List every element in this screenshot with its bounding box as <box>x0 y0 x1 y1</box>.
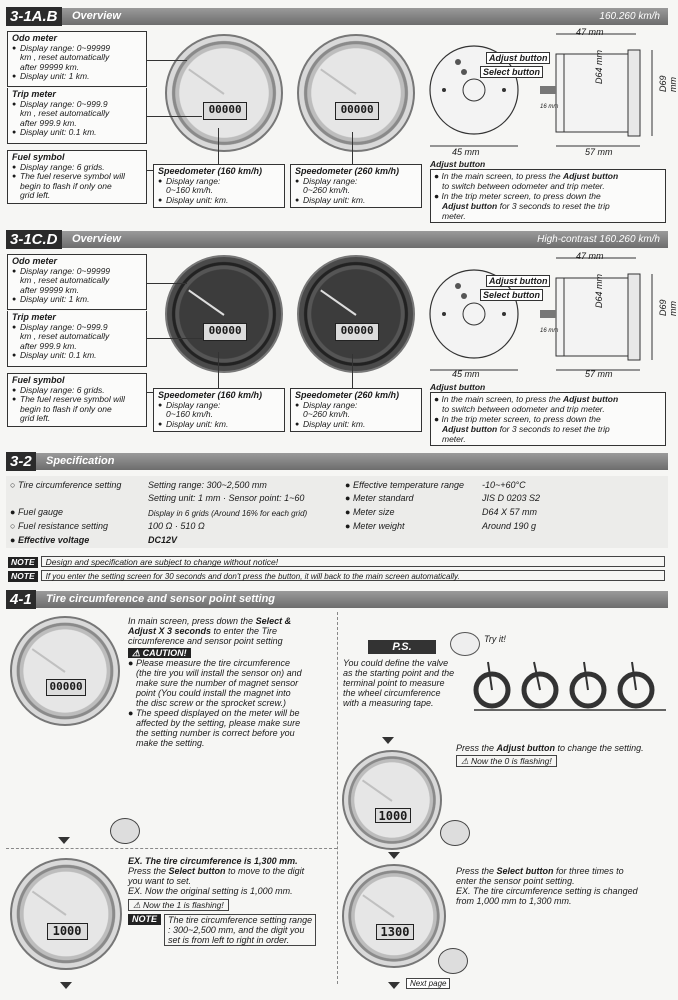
adjust-note-text: Adjust button <box>442 424 498 434</box>
trip-meter-box <box>7 88 147 144</box>
column-divider <box>337 612 338 984</box>
leader-line <box>147 338 202 339</box>
trip-line: ● Display range: 0~999.9 <box>12 323 142 333</box>
step1-text: In main screen, press down the <box>128 616 256 626</box>
fuel-line: ● The fuel reserve symbol will <box>12 395 142 405</box>
caution-text: Please measure the tire circumference <box>135 658 291 668</box>
spec-fuelg-value: Display in 6 grids (Around 16% for each grid) <box>148 509 308 518</box>
spec-volt-label: ● Effective voltage <box>10 535 90 545</box>
section-title: Specification <box>46 455 115 467</box>
step1-text: circumference and sensor point setting <box>128 636 283 646</box>
trip-title: Trip meter <box>12 89 56 99</box>
speedo-260-box <box>290 164 422 208</box>
fuel-title: Fuel symbol <box>12 152 65 162</box>
caution-tag: ⚠ CAUTION! <box>128 648 191 658</box>
section-subtitle: 160.260 km/h <box>599 11 660 22</box>
leader-line <box>147 60 187 61</box>
section-header-4-1 <box>6 591 668 608</box>
speedo-line: ● Display range: <box>158 177 280 187</box>
trip-line: ● Display unit: 0.1 km. <box>12 351 142 361</box>
adjust-button-note: Adjust button ● In the main screen, to press the Adjust button to switch between odometer and trip meter. ● In the trip meter screen, to press down the Adjust button for 3 seconds to reset the trip meter. <box>430 159 666 223</box>
step4-text: Select button <box>496 866 554 876</box>
gauge-needle <box>362 894 394 917</box>
section-subtitle: High-contrast 160.260 km/h <box>537 234 660 245</box>
step2-text: Adjust button <box>496 743 556 753</box>
gauge-lcd: 1300 <box>376 924 414 940</box>
adjust-note-text: Adjust button <box>562 171 619 181</box>
pressing-hand-icon <box>440 820 470 846</box>
spec-fuelr-value: 100 Ω · 510 Ω <box>148 521 205 531</box>
spec-text: Tire circumference setting <box>17 480 122 490</box>
fuel-line: ● Display range: 6 grids. <box>12 386 142 396</box>
spec-temp-label: ● Effective temperature range <box>345 480 464 490</box>
speedo-line: 0~260 km/h. <box>303 409 351 419</box>
adjust-note-text: for 3 seconds to reset the trip <box>497 201 610 211</box>
adjust-note-text: for 3 seconds to reset the trip <box>497 424 610 434</box>
odo-line: after 99999 km. <box>20 61 80 72</box>
gauge-needle <box>320 68 357 94</box>
spec-text: Effective temperature range <box>352 480 464 490</box>
gauge-needle <box>188 289 225 315</box>
trip-title: Trip meter <box>12 312 56 322</box>
try-it-bubble: Try it! <box>484 634 506 644</box>
spec-weight-value: Around 190 g <box>482 521 537 531</box>
pressing-hand-icon <box>438 948 468 974</box>
note-text: Design and specification are subject to change without notice! <box>41 556 665 567</box>
odo-line: km , reset automatically <box>20 275 110 285</box>
fuel-symbol-box <box>7 373 147 427</box>
adjust-note-text: Adjust button <box>442 201 498 211</box>
leader-line <box>218 352 219 388</box>
speedometer-160-dark-gauge <box>165 255 283 373</box>
step1-text: Adjust X 3 seconds <box>128 626 212 636</box>
caution-text: make sure the number of magnet sensor <box>136 678 299 688</box>
select-button-label: Select button <box>480 289 543 301</box>
ps-line: You could define the valve <box>343 658 449 668</box>
caution-text: the disc screw or the sprocket screw.) <box>136 698 287 708</box>
adjust-button-note: Adjust button ● In the main screen, to press the Adjust button to switch between odometer and trip meter. ● In the trip meter screen, to press down the Adjust button for 3 seconds to reset the trip meter. <box>430 382 666 446</box>
dim-16: 16 mm <box>540 328 559 334</box>
arrow-down-icon <box>60 982 72 989</box>
arrow-down-icon <box>388 852 400 859</box>
dim-d64: D64 mm <box>594 273 604 308</box>
step3-instructions <box>128 856 333 946</box>
spec-size-label: ● Meter size <box>345 507 395 517</box>
ps-text <box>343 658 463 708</box>
adjust-button-label: Adjust button <box>486 275 550 287</box>
step1-text: to enter the Tire <box>211 626 277 636</box>
step1-text: Select & <box>255 616 292 626</box>
caution-text: The speed displayed on the meter will be <box>135 708 300 718</box>
step2-gauge <box>342 750 442 850</box>
fuel-line: begin to flash if only one <box>20 403 112 414</box>
section-number: 4-1 <box>6 590 36 609</box>
spec-fuelg-label: ● Fuel gauge <box>10 507 63 517</box>
leader-line <box>352 354 353 388</box>
step3-text: Select button <box>168 866 226 876</box>
gauge-lcd: 1000 <box>47 923 88 940</box>
gauge-needle <box>362 779 393 802</box>
step2-text: to change the setting. <box>555 743 644 753</box>
section-number: 3-1A.B <box>6 7 62 26</box>
trip-line: after 999.9 km. <box>20 340 77 351</box>
step1-gauge <box>10 616 120 726</box>
meter-dimension-diagram <box>428 250 668 382</box>
gauge-needle <box>320 289 357 315</box>
gauge-lcd: 00000 <box>46 679 86 696</box>
speedo-line: ● Display range: <box>295 177 417 187</box>
arrow-down-icon <box>388 982 400 989</box>
caution-text: (the tire you will install the sensor on) and <box>136 668 302 678</box>
odo-line: ● Display range: 0~99999 <box>12 267 142 277</box>
note-row-1 <box>8 556 668 567</box>
dim-57: 57 mm <box>585 147 613 157</box>
spec-text: Meter standard <box>352 493 414 503</box>
step4-text: EX. The tire circumference setting is changed <box>456 886 638 896</box>
caution-text: point (You could install the magnet into <box>136 688 291 698</box>
ps-line: the wheel circumference <box>343 688 441 698</box>
spec-text: Meter size <box>352 507 395 517</box>
section-number: 3-1C.D <box>6 230 62 249</box>
speedo-line: ● Display unit: km. <box>295 196 417 206</box>
note-row-2 <box>8 570 668 581</box>
select-button-label: Select button <box>480 66 543 78</box>
spec-text: Meter weight <box>352 521 405 531</box>
dim-45: 45 mm <box>452 147 480 157</box>
gauge-lcd: 00000 <box>203 323 246 341</box>
fuel-line: ● The fuel reserve symbol will <box>12 172 142 182</box>
spec-temp-value: -10~+60°C <box>482 480 526 490</box>
fuel-line: begin to flash if only one <box>20 180 112 191</box>
step4-gauge <box>342 864 446 968</box>
warning-row: ⚠ Now the 1 is flashing! <box>128 899 229 911</box>
step4-text: for three times to <box>553 866 624 876</box>
gauge-lcd: 00000 <box>335 323 378 341</box>
step2-text: Press the <box>456 743 497 753</box>
speedo-line: ● Display unit: km. <box>295 420 417 430</box>
step3-note <box>128 914 333 946</box>
dim-45: 45 mm <box>452 369 480 379</box>
dim-d69: D69 mm <box>658 75 678 92</box>
gauge-needle <box>188 68 225 94</box>
trip-line: after 999.9 km. <box>20 117 77 128</box>
adjust-note-text: meter. <box>442 211 466 221</box>
speedo-line: 0~260 km/h. <box>303 185 351 195</box>
spec-text: Fuel gauge <box>17 507 63 517</box>
ps-tag: P.S. <box>368 640 436 654</box>
fuel-line: grid left. <box>20 413 51 423</box>
ps-line: as the starting point and the <box>343 668 455 678</box>
speedometer-160-gauge <box>165 34 283 152</box>
section-title: Tire circumference and sensor point setting <box>46 593 276 605</box>
adjust-note-text: In the trip meter screen, to press down the <box>441 414 601 424</box>
odo-line: after 99999 km. <box>20 284 80 295</box>
trip-line: km , reset automatically <box>20 108 110 118</box>
caution-tag-text: CAUTION! <box>142 648 187 658</box>
spec-volt-value: DC12V <box>148 535 178 545</box>
speedo-260-title: Speedometer (260 km/h) <box>295 166 400 176</box>
speedo-160-box <box>153 388 285 432</box>
speedometer-260-gauge <box>297 34 415 152</box>
leader-line <box>147 116 202 117</box>
dim-d64: D64 mm <box>594 49 604 84</box>
step3-text: to move to the digit <box>225 866 305 876</box>
caution-text: the setting number is correct before you <box>136 728 295 738</box>
trip-line: km , reset automatically <box>20 331 110 341</box>
arrow-down-icon <box>382 737 394 744</box>
fuel-line: grid left. <box>20 190 51 200</box>
odo-title: Odo meter <box>12 256 58 266</box>
next-page-label[interactable]: Next page <box>406 978 450 989</box>
dim-47: 47 mm <box>576 27 604 37</box>
adjust-note-text: In the main screen, to press the <box>441 171 563 181</box>
adjust-note-text: to switch between odometer and trip meter. <box>442 404 605 414</box>
step4-text: enter the sensor point setting. <box>456 876 575 886</box>
caution-text: make the setting. <box>136 738 205 748</box>
step2-instructions <box>456 743 666 767</box>
odo-title: Odo meter <box>12 33 58 43</box>
spec-size-value: D64 X 57 mm <box>482 507 538 517</box>
leader-line <box>147 283 187 284</box>
fuel-symbol-box <box>7 150 147 204</box>
step2-warning: Now the 0 is flashing! <box>470 756 552 766</box>
section-title: Overview <box>72 233 121 245</box>
note-text: If you enter the setting screen for 30 seconds and don't press the button, it will back to the main screen automatically. <box>41 570 665 581</box>
trip-meter-box <box>7 311 147 367</box>
speedo-line: ● Display unit: km. <box>158 196 280 206</box>
spec-text: Effective voltage <box>17 535 90 545</box>
leader-line <box>352 132 353 164</box>
spec-std-label: ● Meter standard <box>345 493 414 503</box>
dim-16: 16 mm <box>540 104 559 110</box>
fuel-line: ● Display range: 6 grids. <box>12 163 142 173</box>
step3-note-text: : 300~2,500 mm, and the digit you <box>168 925 305 935</box>
dim-47: 47 mm <box>576 251 604 261</box>
step3-text: Press the <box>128 866 169 876</box>
adjust-note-title: Adjust button <box>430 382 486 392</box>
adjust-note-text: meter. <box>442 434 466 444</box>
note-tag: NOTE <box>8 571 38 582</box>
speedo-line: ● Display range: <box>295 401 417 411</box>
gauge-lcd: 00000 <box>335 102 378 120</box>
section-header-3-1ab <box>6 8 668 25</box>
wheel-measure-diagram <box>470 660 668 720</box>
pressing-hand-icon <box>110 818 140 844</box>
odo-line: km , reset automatically <box>20 52 110 62</box>
dim-d69: D69 mm <box>658 299 678 316</box>
spec-weight-label: ● Meter weight <box>345 521 405 531</box>
step4-instructions <box>456 866 666 906</box>
speedo-260-box <box>290 388 422 432</box>
adjust-button-label: Adjust button <box>486 52 550 64</box>
speedo-160-box <box>153 164 285 208</box>
speedo-line: ● Display range: <box>158 401 280 411</box>
section-header-3-2 <box>6 453 668 470</box>
note-tag: NOTE <box>128 914 161 925</box>
speedo-160-title: Speedometer (160 km/h) <box>158 390 263 400</box>
speedo-line: 0~160 km/h. <box>166 409 214 419</box>
odo-meter-box <box>7 31 147 87</box>
adjust-note-title: Adjust button <box>430 159 486 169</box>
mascot-icon <box>450 632 480 656</box>
trip-line: ● Display unit: 0.1 km. <box>12 128 142 138</box>
section-title: Overview <box>72 10 121 22</box>
step3-note-text: set is from left to right in order. <box>168 935 290 945</box>
note-tag: NOTE <box>8 557 38 568</box>
caution-block: ⚠ CAUTION! ● Please measure the tire circumference (the tire you will install the sensor on) and make sure the number of magnet sensor point (You could install the magnet into the disc screw or the sprocket screw.) ● The speed displayed on the meter will be affected by the setting, please make sure the setting number is correct before you make the setting. <box>128 648 333 748</box>
gauge-lcd: 00000 <box>203 102 246 120</box>
adjust-note-text: to switch between odometer and trip meter. <box>442 181 605 191</box>
step3-title: EX. The tire circumference is 1,300 mm. <box>128 856 298 866</box>
spec-tire-label: ○ Tire circumference setting <box>10 480 122 490</box>
spec-text: Fuel resistance setting <box>17 521 108 531</box>
speedo-line: 0~160 km/h. <box>166 185 214 195</box>
adjust-note-text: In the main screen, to press the <box>441 394 563 404</box>
speedo-line: ● Display unit: km. <box>158 420 280 430</box>
trip-line: ● Display range: 0~999.9 <box>12 100 142 110</box>
speedo-160-title: Speedometer (160 km/h) <box>158 166 263 176</box>
odo-line: ● Display unit: 1 km. <box>12 295 142 305</box>
speedometer-260-dark-gauge <box>297 255 415 373</box>
step4-text: from 1,000 mm to 1,300 mm. <box>456 896 572 906</box>
adjust-note-text: Adjust button <box>562 394 619 404</box>
step3-note-text: The tire circumference setting range <box>168 915 313 925</box>
spec-tire-unit: Setting unit: 1 mm · Sensor point: 1~60 <box>148 493 305 503</box>
odo-line: ● Display unit: 1 km. <box>12 72 142 82</box>
adjust-note-text: In the trip meter screen, to press down the <box>441 191 601 201</box>
step4-text: Press the <box>456 866 497 876</box>
odo-line: ● Display range: 0~99999 <box>12 44 142 54</box>
spec-tire-range: Setting range: 300~2,500 mm <box>148 480 267 490</box>
gauge-needle <box>31 648 65 673</box>
step3-text: EX. Now the original setting is 1,000 mm. <box>128 886 293 896</box>
ps-line: with a measuring tape. <box>343 698 434 708</box>
step3-warning: Now the 1 is flashing! <box>142 900 224 910</box>
meter-dimension-diagram <box>428 26 668 158</box>
caution-text: affected by the setting, please make sure <box>136 718 301 728</box>
section-header-3-1cd <box>6 231 668 248</box>
spec-fuelr-label: ○ Fuel resistance setting <box>10 521 108 531</box>
ps-line: terminal point to measure <box>343 678 445 688</box>
spec-std-value: JIS D 0203 S2 <box>482 493 541 503</box>
step3-text: you want to set. <box>128 876 192 886</box>
gauge-needle <box>32 891 67 916</box>
speedo-260-title: Speedometer (260 km/h) <box>295 390 400 400</box>
step3-gauge <box>10 858 122 970</box>
section-number: 3-2 <box>6 452 36 471</box>
leader-line <box>218 128 219 164</box>
fuel-title: Fuel symbol <box>12 375 65 385</box>
odo-meter-box <box>7 254 147 310</box>
dim-57: 57 mm <box>585 369 613 379</box>
step1-instructions <box>128 616 333 646</box>
arrow-down-icon <box>58 837 70 844</box>
warning-row: ⚠ Now the 0 is flashing! <box>456 755 557 767</box>
gauge-lcd: 1000 <box>375 808 411 823</box>
row-divider <box>6 848 337 849</box>
